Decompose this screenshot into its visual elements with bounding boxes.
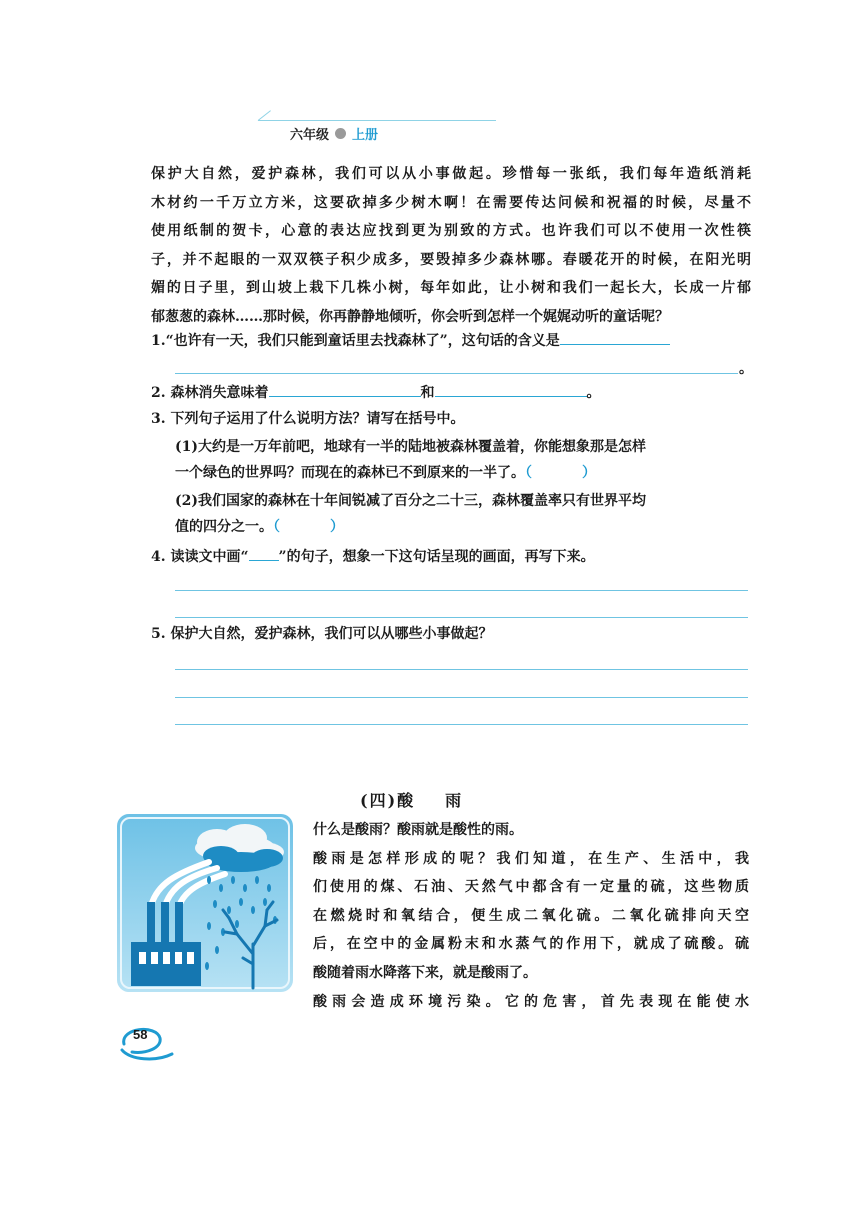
section-title-a: (四)酸: [360, 791, 416, 810]
question-3-1-line1: (1)大约是一万年前吧，地球有一半的陆地被森林覆盖着，你能想象那是怎样: [175, 439, 646, 455]
answer-line[interactable]: [175, 617, 748, 618]
reading-passage: [151, 160, 751, 332]
acid-line: 们使用的煤、石油、天然气中都含有一定量的硫，这些物质: [313, 879, 749, 896]
question-1-text: 1.“也许有一天，我们只能到童话里去找森林了”，这句话的含义是: [151, 333, 560, 349]
question-5: 5. 保护大自然，爱护森林，我们可以从哪些小事做起？: [151, 626, 493, 642]
question-3-2-text: 值的四分之一。: [175, 519, 273, 535]
dot-icon: [335, 128, 346, 139]
paren-close: ）: [330, 519, 344, 535]
answer-line[interactable]: [175, 590, 748, 591]
answer-line[interactable]: [175, 373, 738, 374]
volume-label: 上册: [352, 127, 379, 142]
question-3-2-line1: (2)我们国家的森林在十年间锐减了百分之二十三，森林覆盖率只有世界平均: [175, 493, 646, 509]
answer-blank[interactable]: [560, 328, 670, 345]
question-4: [151, 544, 595, 570]
question-2: [151, 380, 601, 406]
acid-line: 酸雨会造成环境污染。它的危害，首先表现在能使水: [313, 993, 749, 1010]
acid-line: 什么是酸雨？酸雨就是酸性的雨。: [313, 822, 523, 838]
answer-line[interactable]: [175, 724, 748, 725]
paren-close: ）: [582, 465, 596, 481]
underline-marker: [249, 546, 279, 561]
header-rule: [258, 120, 496, 121]
acid-line: 后，在空中的金属粉末和水蒸气的作用下，就成了硫酸。硫: [313, 936, 749, 953]
acid-rain-illustration: [117, 814, 293, 992]
passage-line: 使用纸制的贺卡，心意的表达应找到更为别致的方式。也许我们可以不使用一次性筷: [151, 223, 751, 240]
paren-open: （: [525, 465, 532, 481]
acid-rain-text: [313, 816, 749, 1016]
question-2-and: 和: [420, 385, 435, 401]
question-3-2-line2: [175, 514, 344, 540]
grade-label: 六年级: [290, 127, 330, 142]
question-3: 3. 下列句子运用了什么说明方法？请写在括号中。: [151, 411, 465, 427]
question-2-text: 2. 森林消失意味着: [151, 385, 269, 401]
section-title: [360, 788, 463, 811]
passage-line: 郁葱葱的森林……那时候，你再静静地倾听，你会听到怎样一个娓娓动听的童话呢？: [151, 308, 669, 325]
question-1-end: 。: [739, 361, 753, 377]
answer-blank[interactable]: [269, 380, 421, 397]
question-1: [151, 328, 670, 354]
factory-rain-icon: [117, 814, 293, 992]
passage-line: 保护大自然，爱护森林，我们可以从小事做起。珍惜每一张纸，我们每年造纸消耗: [151, 166, 751, 182]
acid-line: 酸雨是怎样形成的呢？我们知道，在生产、生活中，我: [313, 850, 749, 867]
question-4-text-b: ”的句子，想象一下这句话呈现的画面，再写下来。: [278, 549, 595, 565]
acid-line: 在燃烧时和氧结合，便生成二氧化硫。二氧化硫排向天空: [313, 907, 749, 924]
answer-blank[interactable]: [435, 380, 587, 397]
paren-open: （: [273, 519, 280, 535]
answer-line[interactable]: [175, 669, 748, 670]
question-3-1-line2: [175, 460, 596, 486]
acid-line: 酸随着雨水降落下来，就是酸雨了。: [313, 964, 537, 981]
question-2-end: 。: [586, 385, 601, 401]
page-header: [290, 124, 378, 143]
passage-line: 媚的日子里，到山坡上栽下几株小树，每年如此，让小树和我们一起长大，长成一片郁: [151, 280, 751, 297]
question-3-1-text: 一个绿色的世界吗？而现在的森林已不到原来的一半了。: [175, 465, 525, 481]
passage-line: 子，并不起眼的一双双筷子积少成多，要毁掉多少森林哪。春暖花开的时候，在阳光明: [151, 251, 751, 268]
section-title-b: 雨: [445, 791, 464, 810]
page-number: 58: [133, 1027, 148, 1042]
question-4-text-a: 4. 读读文中画“: [151, 549, 249, 565]
answer-line[interactable]: [175, 697, 748, 698]
passage-line: 木材约一千万立方米，这要砍掉多少树木啊！在需要传达问候和祝福的时候，尽量不: [151, 194, 751, 211]
